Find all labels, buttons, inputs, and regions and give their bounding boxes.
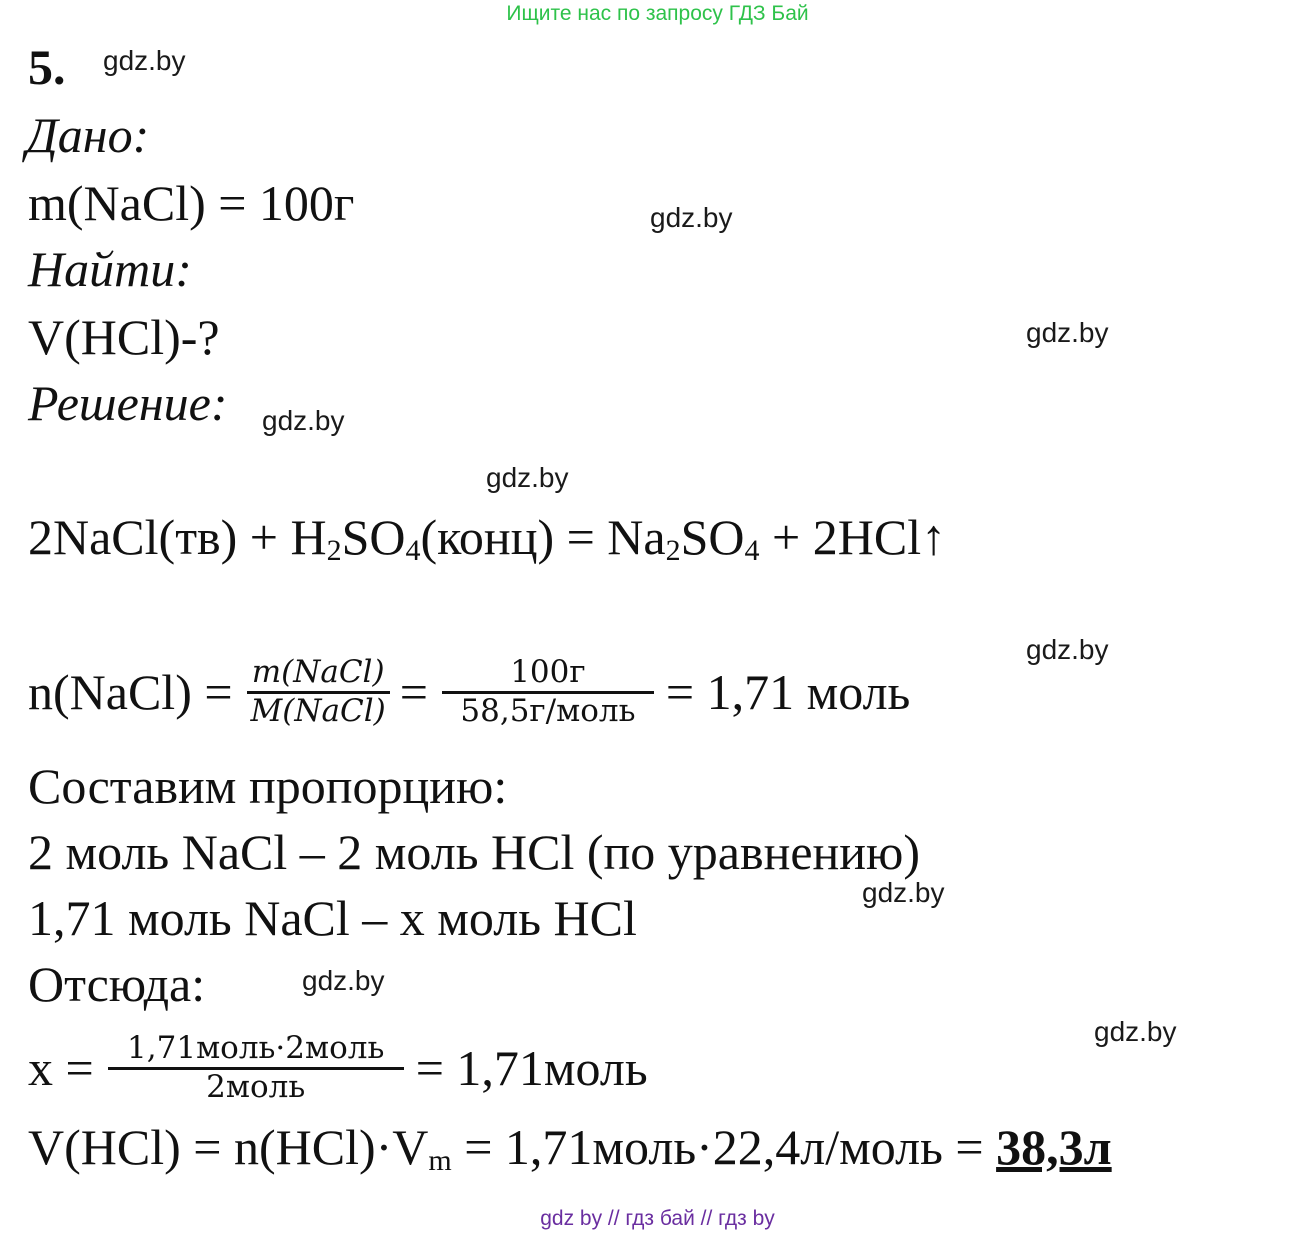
top-banner[interactable]: Ищите нас по запросу ГДЗ Бай bbox=[506, 2, 809, 25]
proportion-label: Составим пропорцию: bbox=[28, 758, 508, 814]
x-formula: x = $\frac{\text{1,71моль·2моль}}{\text{2моль}}$ = 1,71моль bbox=[28, 1029, 648, 1105]
task-number: 5. bbox=[28, 39, 66, 95]
bottom-banner[interactable]: gdz by // гдз бай // гдз by bbox=[540, 1207, 775, 1230]
watermark: gdz.by bbox=[862, 877, 945, 908]
watermark: gdz.by bbox=[650, 202, 733, 233]
watermark: gdz.by bbox=[1026, 634, 1109, 665]
watermark: gdz.by bbox=[1094, 1016, 1177, 1047]
reaction-equation: 2NaCl(тв) + $H_2SO_4(конц) = Na_2SO_4$ + 2HCl↑ bbox=[28, 509, 947, 567]
watermark: gdz.by bbox=[302, 965, 385, 996]
find-value: V(HCl)-? bbox=[28, 309, 220, 365]
proportion-line-1: 2 моль NaCl – 2 моль HCl (по уравнению) bbox=[28, 824, 921, 880]
fraction-x: $\frac{\text{1,71моль·2моль}}{\text{2моль}}$ bbox=[108, 1031, 404, 1105]
proportion-line-2: 1,71 моль NaCl – x моль HCl bbox=[28, 890, 637, 946]
given-value: m(NaCl) = 100г bbox=[28, 175, 355, 231]
given-label: Дано: bbox=[26, 107, 150, 163]
volume-formula: $V(HCl) = n(HCl)\cdot V_m$ = 1,71моль·22,4л/моль = 38,3л bbox=[28, 1119, 1112, 1177]
solution-label: Решение: bbox=[28, 375, 228, 431]
answer-value: 38,3л bbox=[996, 1119, 1112, 1175]
fraction-values: $\frac{100г}{\text{58,5г/моль}}$ bbox=[442, 655, 654, 729]
hence-label: Отсюда: bbox=[28, 956, 206, 1012]
find-label: Найти: bbox=[28, 241, 192, 297]
watermark: gdz.by bbox=[486, 462, 569, 493]
watermark: gdz.by bbox=[262, 405, 345, 436]
fraction-m-over-M: $\frac{\text{m(NaCl)}}{\text{M(NaCl)}}$ bbox=[247, 655, 390, 729]
watermark: gdz.by bbox=[103, 45, 186, 76]
moles-formula: n(NaCl) = $\frac{\text{m(NaCl)}}{\text{M(NaCl)}}$ = $\frac{100г}{\text{58,5г/моль}}$ = 1,71 моль bbox=[28, 653, 911, 729]
watermark: gdz.by bbox=[1026, 317, 1109, 348]
